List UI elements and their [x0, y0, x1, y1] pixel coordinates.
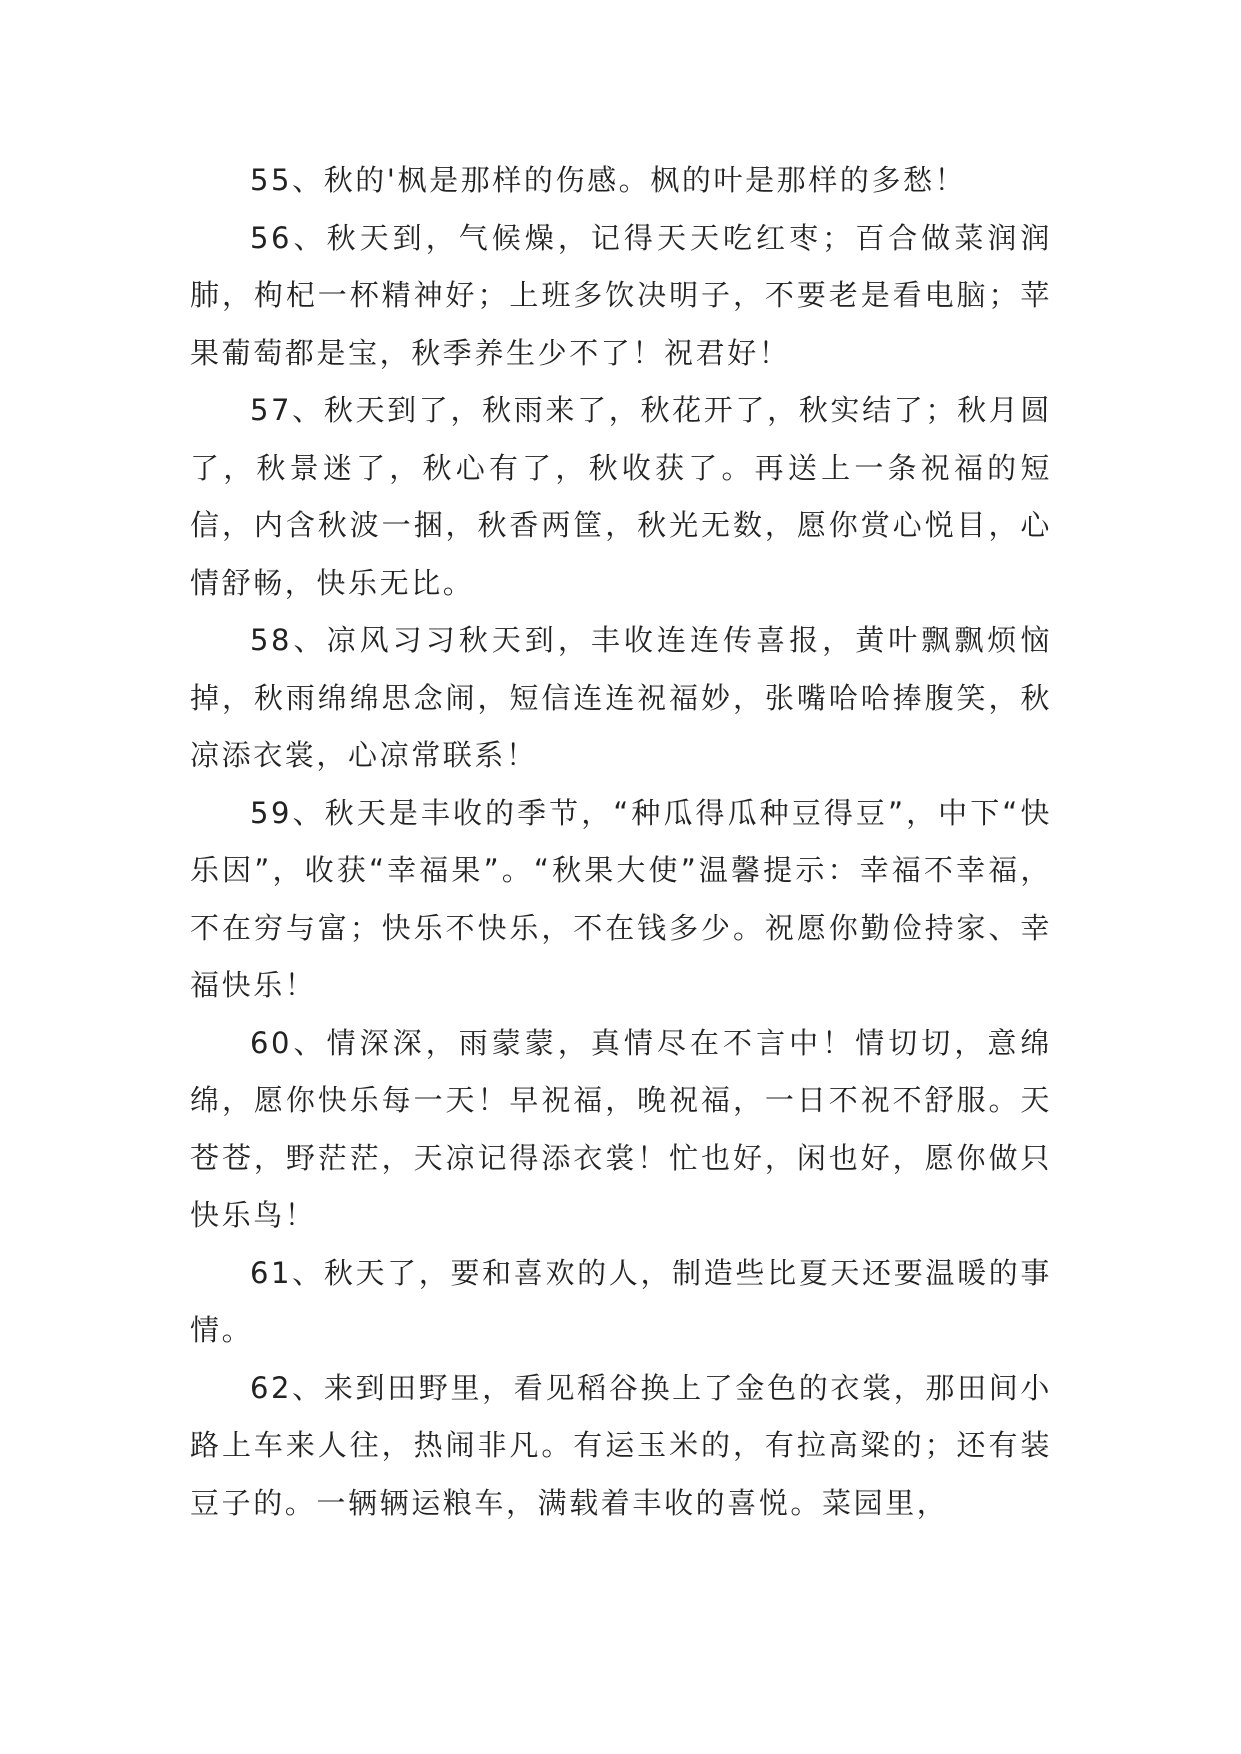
- paragraph-58: 58、凉风习习秋天到，丰收连连传喜报，黄叶飘飘烦恼掉，秋雨绵绵思念闹，短信连连祝福妙，张嘴哈哈捧腹笑，秋凉添衣裳，心凉常联系！: [190, 623, 1052, 772]
- paragraph-57: 57、秋天到了，秋雨来了，秋花开了，秋实结了；秋月圆了，秋景迷了，秋心有了，秋收获了。再送上一条祝福的短信，内含秋波一捆，秋香两筐，秋光无数，愿你赏心悦目，心情舒畅，快乐无比。: [190, 393, 1052, 600]
- paragraph-61: 61、秋天了，要和喜欢的人，制造些比夏天还要温暖的事情。: [190, 1255, 1052, 1347]
- document-body: [190, 152, 1052, 1532]
- paragraph-55: 55、秋的'枫是那样的伤感。枫的叶是那样的多愁！: [250, 163, 967, 197]
- paragraph-60: 60、情深深，雨蒙蒙，真情尽在不言中！情切切，意绵绵，愿你快乐每一天！早祝福，晚祝福，一日不祝不舒服。天苍苍，野茫茫，天凉记得添衣裳！忙也好，闲也好，愿你做只快乐鸟！: [190, 1025, 1052, 1232]
- paragraph-62: 62、来到田野里，看见稻谷换上了金色的衣裳，那田间小路上车来人往，热闹非凡。有运玉米的，有拉高粱的；还有装豆子的。一辆辆运粮车，满载着丰收的喜悦。菜园里，: [190, 1370, 1052, 1520]
- paragraph-59: 59、秋天是丰收的季节，“种瓜得瓜种豆得豆”，中下“快乐因”，收获“幸福果”。“秋果大使”温馨提示：幸福不幸福，不在穷与富；快乐不快乐，不在钱多少。祝愿你勤俭持家、幸福快乐！: [190, 795, 1052, 1002]
- paragraph-56: 56、秋天到，气候燥，记得天天吃红枣；百合做菜润润肺，枸杞一杯精神好；上班多饮决明子，不要老是看电脑；苹果葡萄都是宝，秋季养生少不了！祝君好！: [190, 220, 1052, 370]
